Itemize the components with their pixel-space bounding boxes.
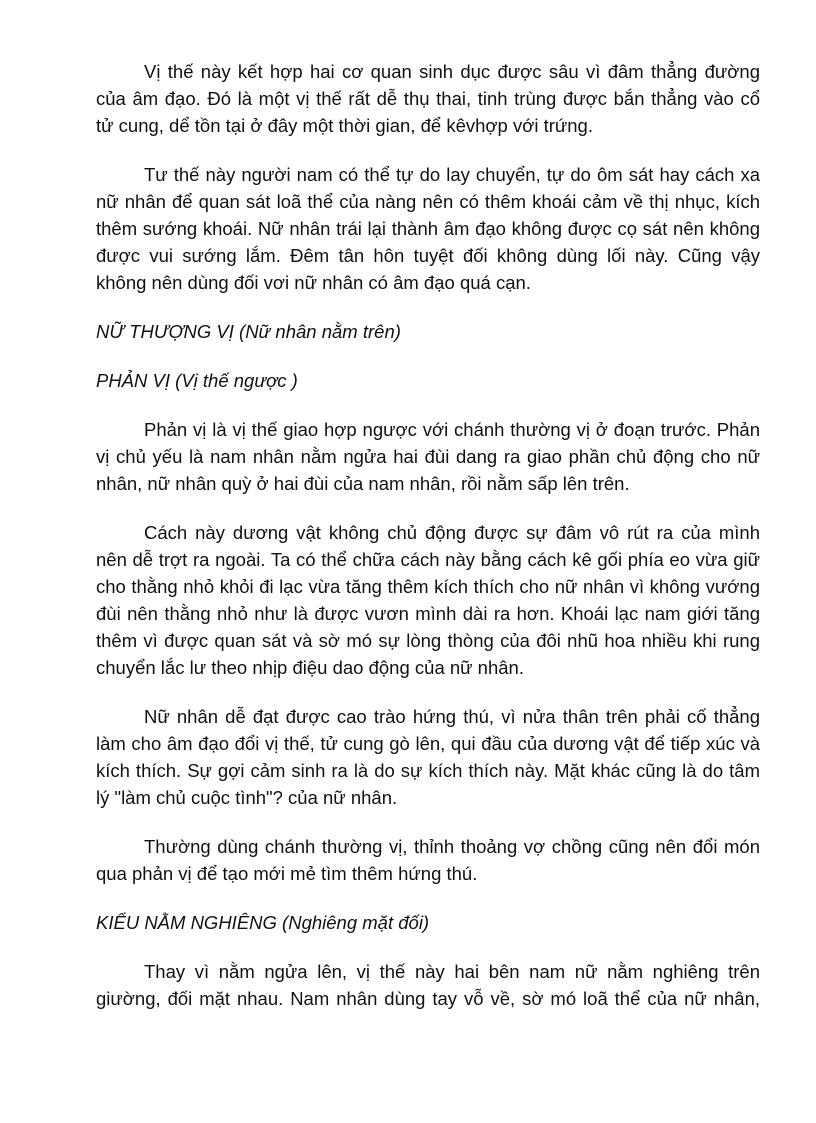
paragraph [96,958,760,1012]
section-heading: PHẢN VỊ (Vị thế ngược ) [96,370,298,391]
paragraph-line: thêm vì được quan sát và sờ mó sự lòng thòng của đôi nhũ hoa nhiều khi rung [96,630,760,651]
spacer [96,296,760,318]
paragraph-line: chuyển lắc lư theo nhịp điệu dao động của nữ nhân. [96,657,524,678]
spacer [96,681,760,703]
spacer [96,394,760,416]
paragraph-line: đùi nên thằng nhỏ như là được vươn mình dài ra hơn. Khoái lạc nam giới tăng [96,603,760,624]
spacer [96,345,760,367]
paragraph-line: làm cho âm đạo đổi vị thế, tử cung gò lên, qui đầu của dương vật để tiếp xúc và [96,733,760,754]
paragraph-line: vị chủ yếu là nam nhân nằm ngửa hai đùi dang ra giao phần chủ động cho nữ [96,446,760,467]
spacer [96,497,760,519]
paragraph-line: được vui sướng lắm. Đêm tân hôn tuyệt đối không dùng lối này. Cũng vậy [96,245,760,266]
paragraph-line: thêm sướng khoái. Nữ nhân trái lại thành âm đạo không được cọ sát nên không [96,218,760,239]
paragraph [96,833,760,887]
section-heading: NỮ THƯỢNG VỊ (Nữ nhân nằm trên) [96,321,401,342]
paragraph [96,161,760,296]
paragraph-line: giường, đối mặt nhau. Nam nhân dùng tay vỗ về, sờ mó loã thể của nữ nhân, [96,988,760,1009]
spacer [96,887,760,909]
paragraph [96,703,760,811]
paragraph-line: không nên dùng đối vơi nữ nhân có âm đạo quá cạn. [96,272,531,293]
paragraph [96,58,760,139]
paragraph-line: tử cung, dể tồn tại ở đây một thời gian, để kêvhợp với trứng. [96,115,593,136]
paragraph-line: Tư thế này người nam có thể tự do lay chuyển, tự do ôm sát hay cách xa [144,164,760,185]
paragraph-line: Nữ nhân dễ đạt được cao trào hứng thú, vì nửa thân trên phải cố thẳng [144,706,760,727]
paragraph-line: Vị thế này kết hợp hai cơ quan sinh dục được sâu vì đâm thẳng đường [144,61,760,82]
paragraph-line: nữ nhân để quan sát loã thể của nàng nên có thêm khoái cảm về thị nhục, kích [96,191,760,212]
paragraph [96,416,760,497]
paragraph-line: Thay vì nằm ngửa lên, vị thế này hai bên nam nữ nằm nghiêng trên [144,961,760,982]
paragraph-line: của âm đạo. Đó là một vị thế rất dễ thụ thai, tinh trùng được bắn thẳng vào cổ [96,88,760,109]
document-body [96,58,760,1012]
paragraph-line: qua phản vị để tạo mới mẻ tìm thêm hứng thú. [96,863,478,884]
spacer [96,936,760,958]
paragraph [96,519,760,681]
paragraph-line: Phản vị là vị thế giao hợp ngược với chánh thường vị ở đoạn trước. Phản [144,419,760,440]
paragraph-line: cho thằng nhỏ khỏi đi lạc vừa tăng thêm kích thích cho nữ nhân vì không vướng [96,576,760,597]
paragraph-line: nhân, nữ nhân quỳ ở hai đùi của nam nhân, rồi nằm sấp lên trên. [96,473,630,494]
section-heading: KIỂU NẰM NGHIÊNG (Nghiêng mặt đối) [96,912,430,933]
paragraph-line: Thường dùng chánh thường vị, thỉnh thoảng vợ chồng cũng nên đổi món [144,836,760,857]
paragraph-line: kích thích. Sự gợi cảm sinh ra là do sự kích thích này. Mặt khác cũng là do tâm [96,760,760,781]
spacer [96,811,760,833]
paragraph-line: lý "làm chủ cuộc tình"? của nữ nhân. [96,787,398,808]
paragraph-line: Cách này dương vật không chủ động được sự đâm vô rút ra của mình [144,522,760,543]
spacer [96,139,760,161]
paragraph-line: nên dễ trợt ra ngoài. Ta có thể chữa cách này bằng cách kê gối phía eo vừa giữ [96,549,760,570]
